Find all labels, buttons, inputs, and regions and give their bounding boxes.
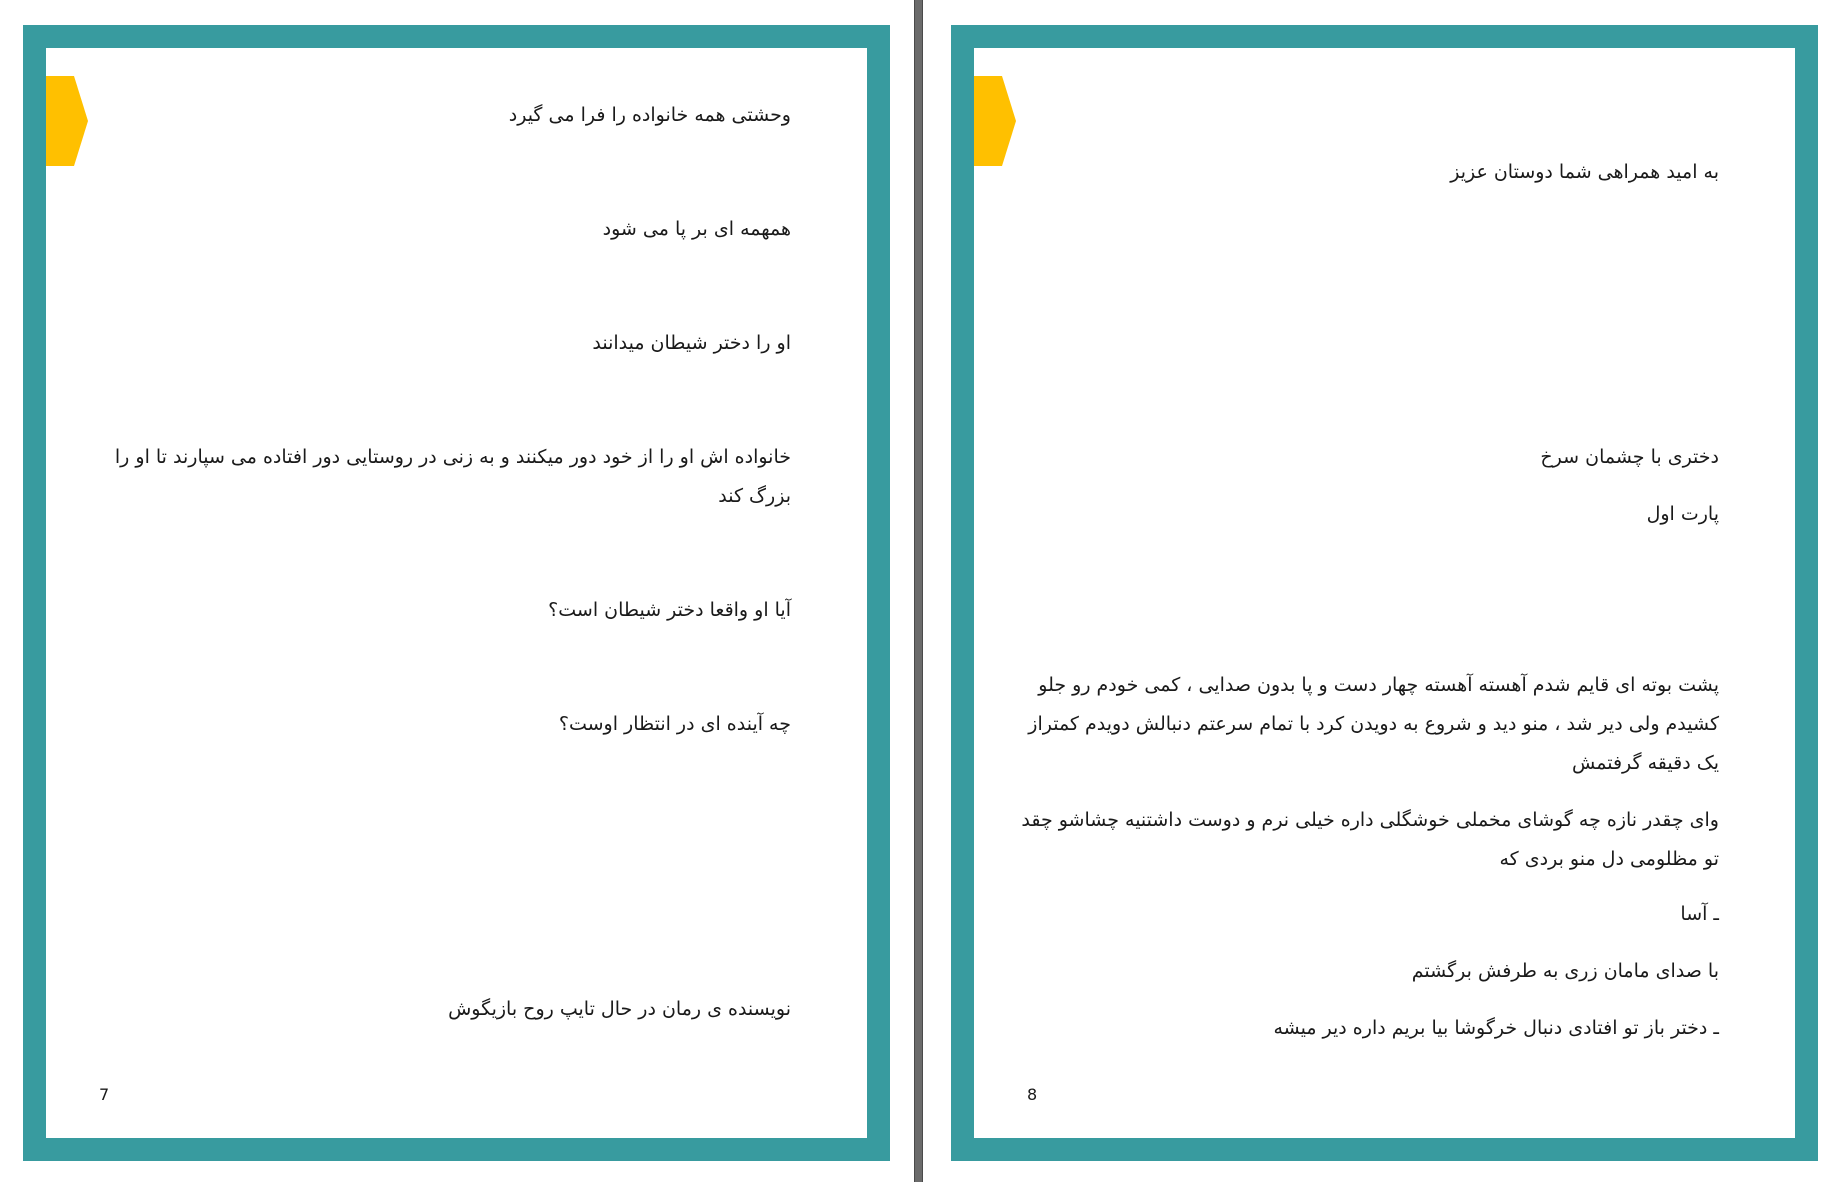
paragraph: همهمه ای بر پا می شود: [602, 218, 791, 240]
yellow-hexagon-tab-icon: [974, 76, 1016, 166]
paragraph: با صدای مامان زری به طرفش برگشتم: [1411, 960, 1719, 982]
paragraph: وحشتی همه خانواده را فرا می گیرد: [508, 104, 791, 126]
page-number: 7: [99, 1085, 110, 1104]
paragraph: نویسنده ی رمان در حال تایپ روح بازیگوش: [448, 998, 791, 1020]
paragraph: وای چقدر نازه چه گوشای مخملی خوشگلی داره خیلی نرم و دوست داشتنیه چشاشو چقد تو مظلومی دل منو بردی که: [1021, 809, 1719, 870]
page-7: [23, 25, 890, 1161]
paragraph: ـ دختر باز تو افتادی دنبال خرگوشا بیا بریم داره دیر میشه: [1273, 1017, 1719, 1039]
page-8: [951, 25, 1818, 1161]
paragraph: پارت اول: [1646, 503, 1719, 525]
page-number: 8: [1027, 1085, 1038, 1104]
paragraph: به امید همراهی شما دوستان عزیز: [1450, 161, 1719, 183]
paragraph: چه آینده ای در انتظار اوست؟: [558, 713, 791, 735]
paragraph: خانواده اش او را از خود دور میکنند و به زنی در روستایی دور افتاده می سپارند تا او را بزرگ کند: [114, 446, 791, 507]
page-7-content: [46, 48, 867, 1138]
paragraph: ـ آسا: [1680, 903, 1719, 925]
paragraph: پشت بوته ای قایم شدم آهسته آهسته چهار دست و پا بدون صدایی ، کمی خودم رو جلو کشیدم ولی دیر شد ، منو دید و شروع به دویدن کرد با تمام سرعتم دنبالش دویدم کمتراز یک دقیقه گرفتمش: [1028, 674, 1719, 774]
paragraph: او را دختر شیطان میدانند: [592, 332, 791, 354]
yellow-hexagon-tab-icon: [46, 76, 88, 166]
paragraph: آیا او واقعا دختر شیطان است؟: [548, 599, 791, 621]
page-8-content: [974, 48, 1795, 1138]
page-divider: [914, 0, 923, 1182]
paragraph: دختری با چشمان سرخ: [1540, 446, 1719, 468]
